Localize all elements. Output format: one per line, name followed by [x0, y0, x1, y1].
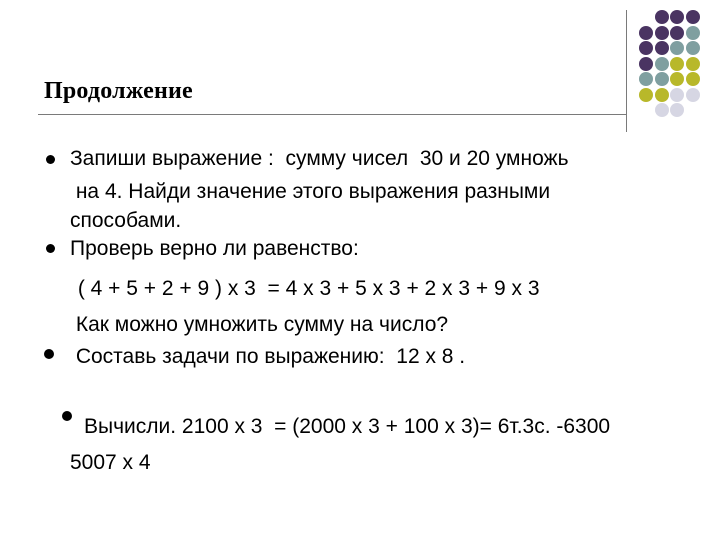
bullet-icon: [46, 244, 55, 253]
decorative-dot: [655, 88, 669, 102]
decorative-dot: [655, 57, 669, 71]
vertical-divider: [626, 10, 627, 132]
decorative-dot: [655, 72, 669, 86]
calculation-line: 5007 х 4: [70, 451, 151, 474]
decorative-dot: [670, 10, 684, 24]
task-line: Проверь верно ли равенство:: [70, 237, 359, 260]
decorative-dot: [670, 26, 684, 40]
decorative-dot: [686, 57, 700, 71]
equation-line: ( 4 + 5 + 2 + 9 ) х 3 = 4 х 3 + 5 х 3 + 2 х 3 + 9 х 3: [72, 277, 540, 300]
decorative-dot: [655, 41, 669, 55]
title-underline: [38, 114, 626, 115]
bullet-icon: [62, 411, 72, 421]
decorative-dot: [639, 41, 653, 55]
decorative-dot: [639, 57, 653, 71]
decorative-dot: [670, 41, 684, 55]
decorative-dot: [686, 72, 700, 86]
question-line: Как можно умножить сумму на число?: [70, 313, 449, 336]
task-line: Составь задачи по выражению: 12 х 8 .: [70, 345, 466, 368]
dot-grid-decoration: [639, 10, 720, 116]
bullet-icon: [44, 349, 54, 359]
decorative-dot: [686, 26, 700, 40]
decorative-dot: [639, 88, 653, 102]
decorative-dot: [686, 41, 700, 55]
decorative-dot: [686, 10, 700, 24]
task-line: способами.: [70, 209, 182, 232]
decorative-dot: [655, 103, 669, 117]
decorative-dot: [655, 26, 669, 40]
task-line: Запиши выражение : сумму чисел 30 и 20 умножь: [70, 147, 569, 170]
decorative-dot: [655, 10, 669, 24]
decorative-dot: [670, 103, 684, 117]
decorative-dot: [670, 57, 684, 71]
calculation-line: Вычисли. 2100 х 3 = (2000 х 3 + 100 х 3)= 6т.3с. -6300: [84, 415, 611, 438]
decorative-dot: [670, 88, 684, 102]
slide-title: Продолжение: [44, 78, 193, 104]
bullet-icon: [46, 155, 55, 164]
decorative-dot: [686, 88, 700, 102]
decorative-dot: [639, 72, 653, 86]
decorative-dot: [670, 72, 684, 86]
task-line: на 4. Найди значение этого выражения разными: [70, 180, 551, 203]
decorative-dot: [639, 26, 653, 40]
